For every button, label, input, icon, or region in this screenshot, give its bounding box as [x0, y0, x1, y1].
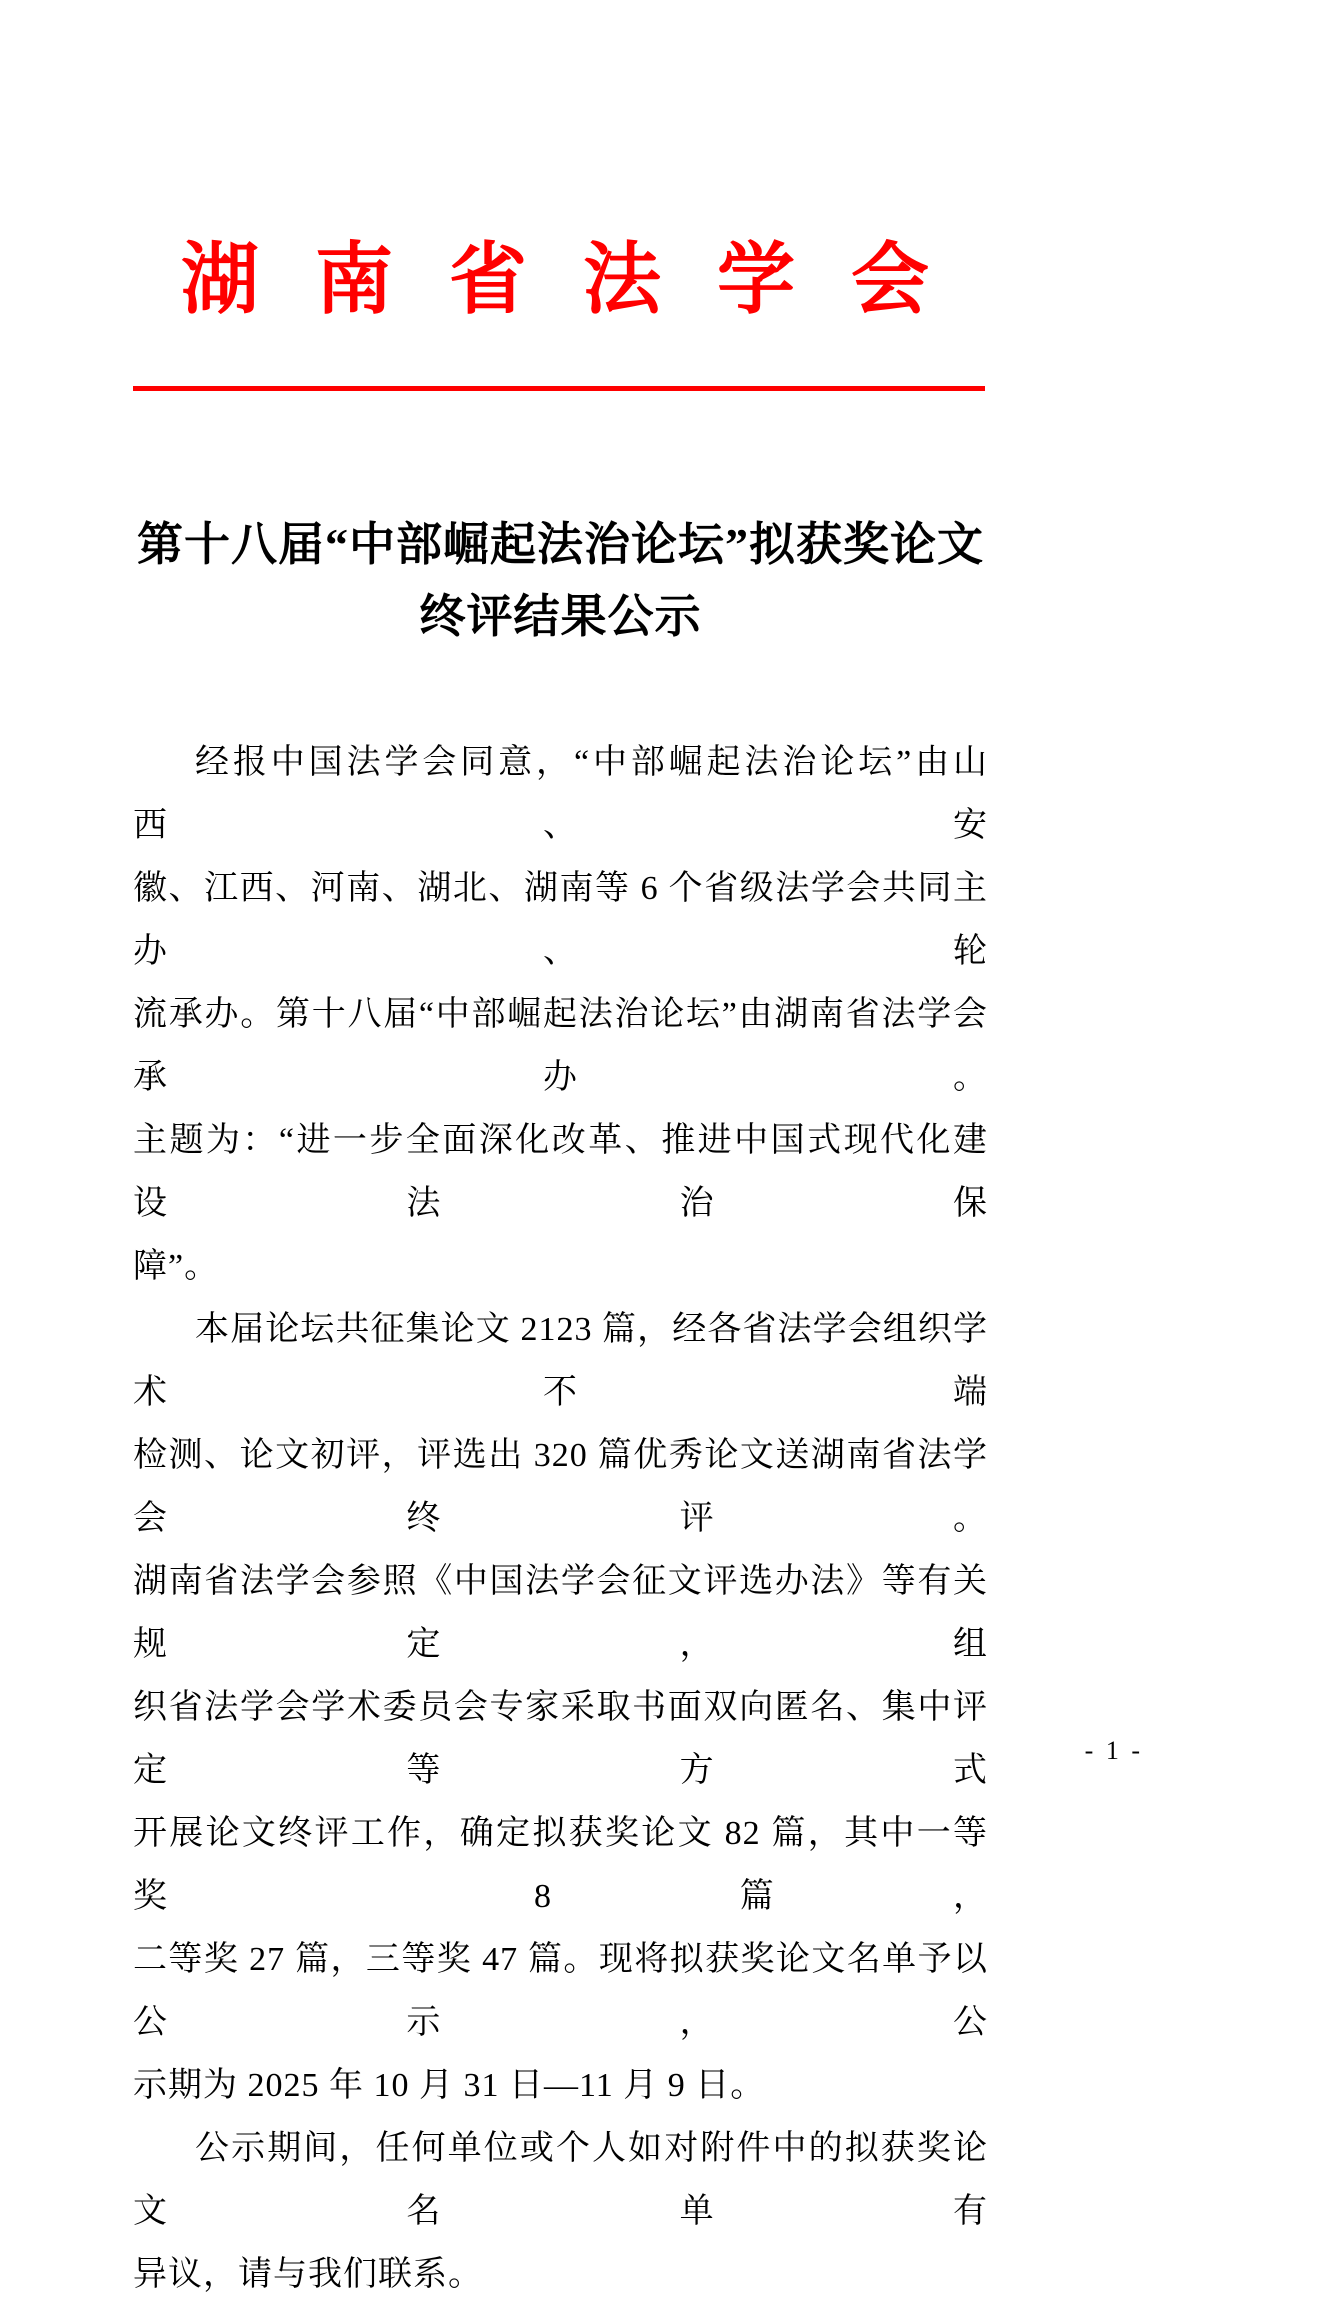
- document-title-line2: 终评结果公示: [419, 591, 702, 642]
- document-title-line1: 第十八届“中部崛起法治论坛”拟获奖论文: [137, 519, 984, 570]
- body-line: 障”。: [133, 1248, 220, 1285]
- body-line: 公示期间，任何单位或个人如对附件中的拟获奖论文名单有: [133, 2130, 988, 2230]
- body-line: 异议，请与我们联系。: [133, 2256, 483, 2293]
- body-line: 主题为：“进一步全面深化改革、推进中国式现代化建设法治保: [133, 1122, 988, 1222]
- body-line: 经报中国法学会同意，“中部崛起法治论坛”由山西、安: [133, 744, 988, 844]
- paragraph-1: [133, 731, 988, 1298]
- body-line: 徽、江西、河南、湖北、湖南等 6 个省级法学会共同主办、轮: [133, 870, 988, 970]
- org-name-header: 湖南省法学会: [181, 236, 986, 323]
- body-line: 二等奖 27 篇，三等奖 47 篇。现将拟获奖论文名单予以公示，公: [133, 1941, 988, 2041]
- document-content: [133, 0, 988, 2306]
- header-divider-line: [133, 386, 985, 391]
- body-line: 织省法学会学术委员会专家采取书面双向匿名、集中评定等方式: [133, 1689, 988, 1789]
- page-number: - 1 -: [1084, 1736, 1143, 1765]
- body-line: 本届论坛共征集论文 2123 篇，经各省法学会组织学术不端: [133, 1311, 988, 1411]
- body-line: 流承办。第十八届“中部崛起法治论坛”由湖南省法学会承办。: [133, 996, 988, 1096]
- paragraph-2: [133, 1298, 988, 2117]
- document-title: [133, 509, 988, 653]
- body-line: 湖南省法学会参照《中国法学会征文评选办法》等有关规定，组: [133, 1563, 988, 1663]
- paragraph-3: [133, 2117, 988, 2306]
- body-line: 检测、论文初评，评选出 320 篇优秀论文送湖南省法学会终评。: [133, 1437, 988, 1537]
- body-line: 示期为 2025 年 10 月 31 日—11 月 9 日。: [133, 2067, 766, 2104]
- document-body: [133, 731, 988, 2306]
- body-line: 开展论文终评工作，确定拟获奖论文 82 篇，其中一等奖 8 篇，: [133, 1815, 988, 1915]
